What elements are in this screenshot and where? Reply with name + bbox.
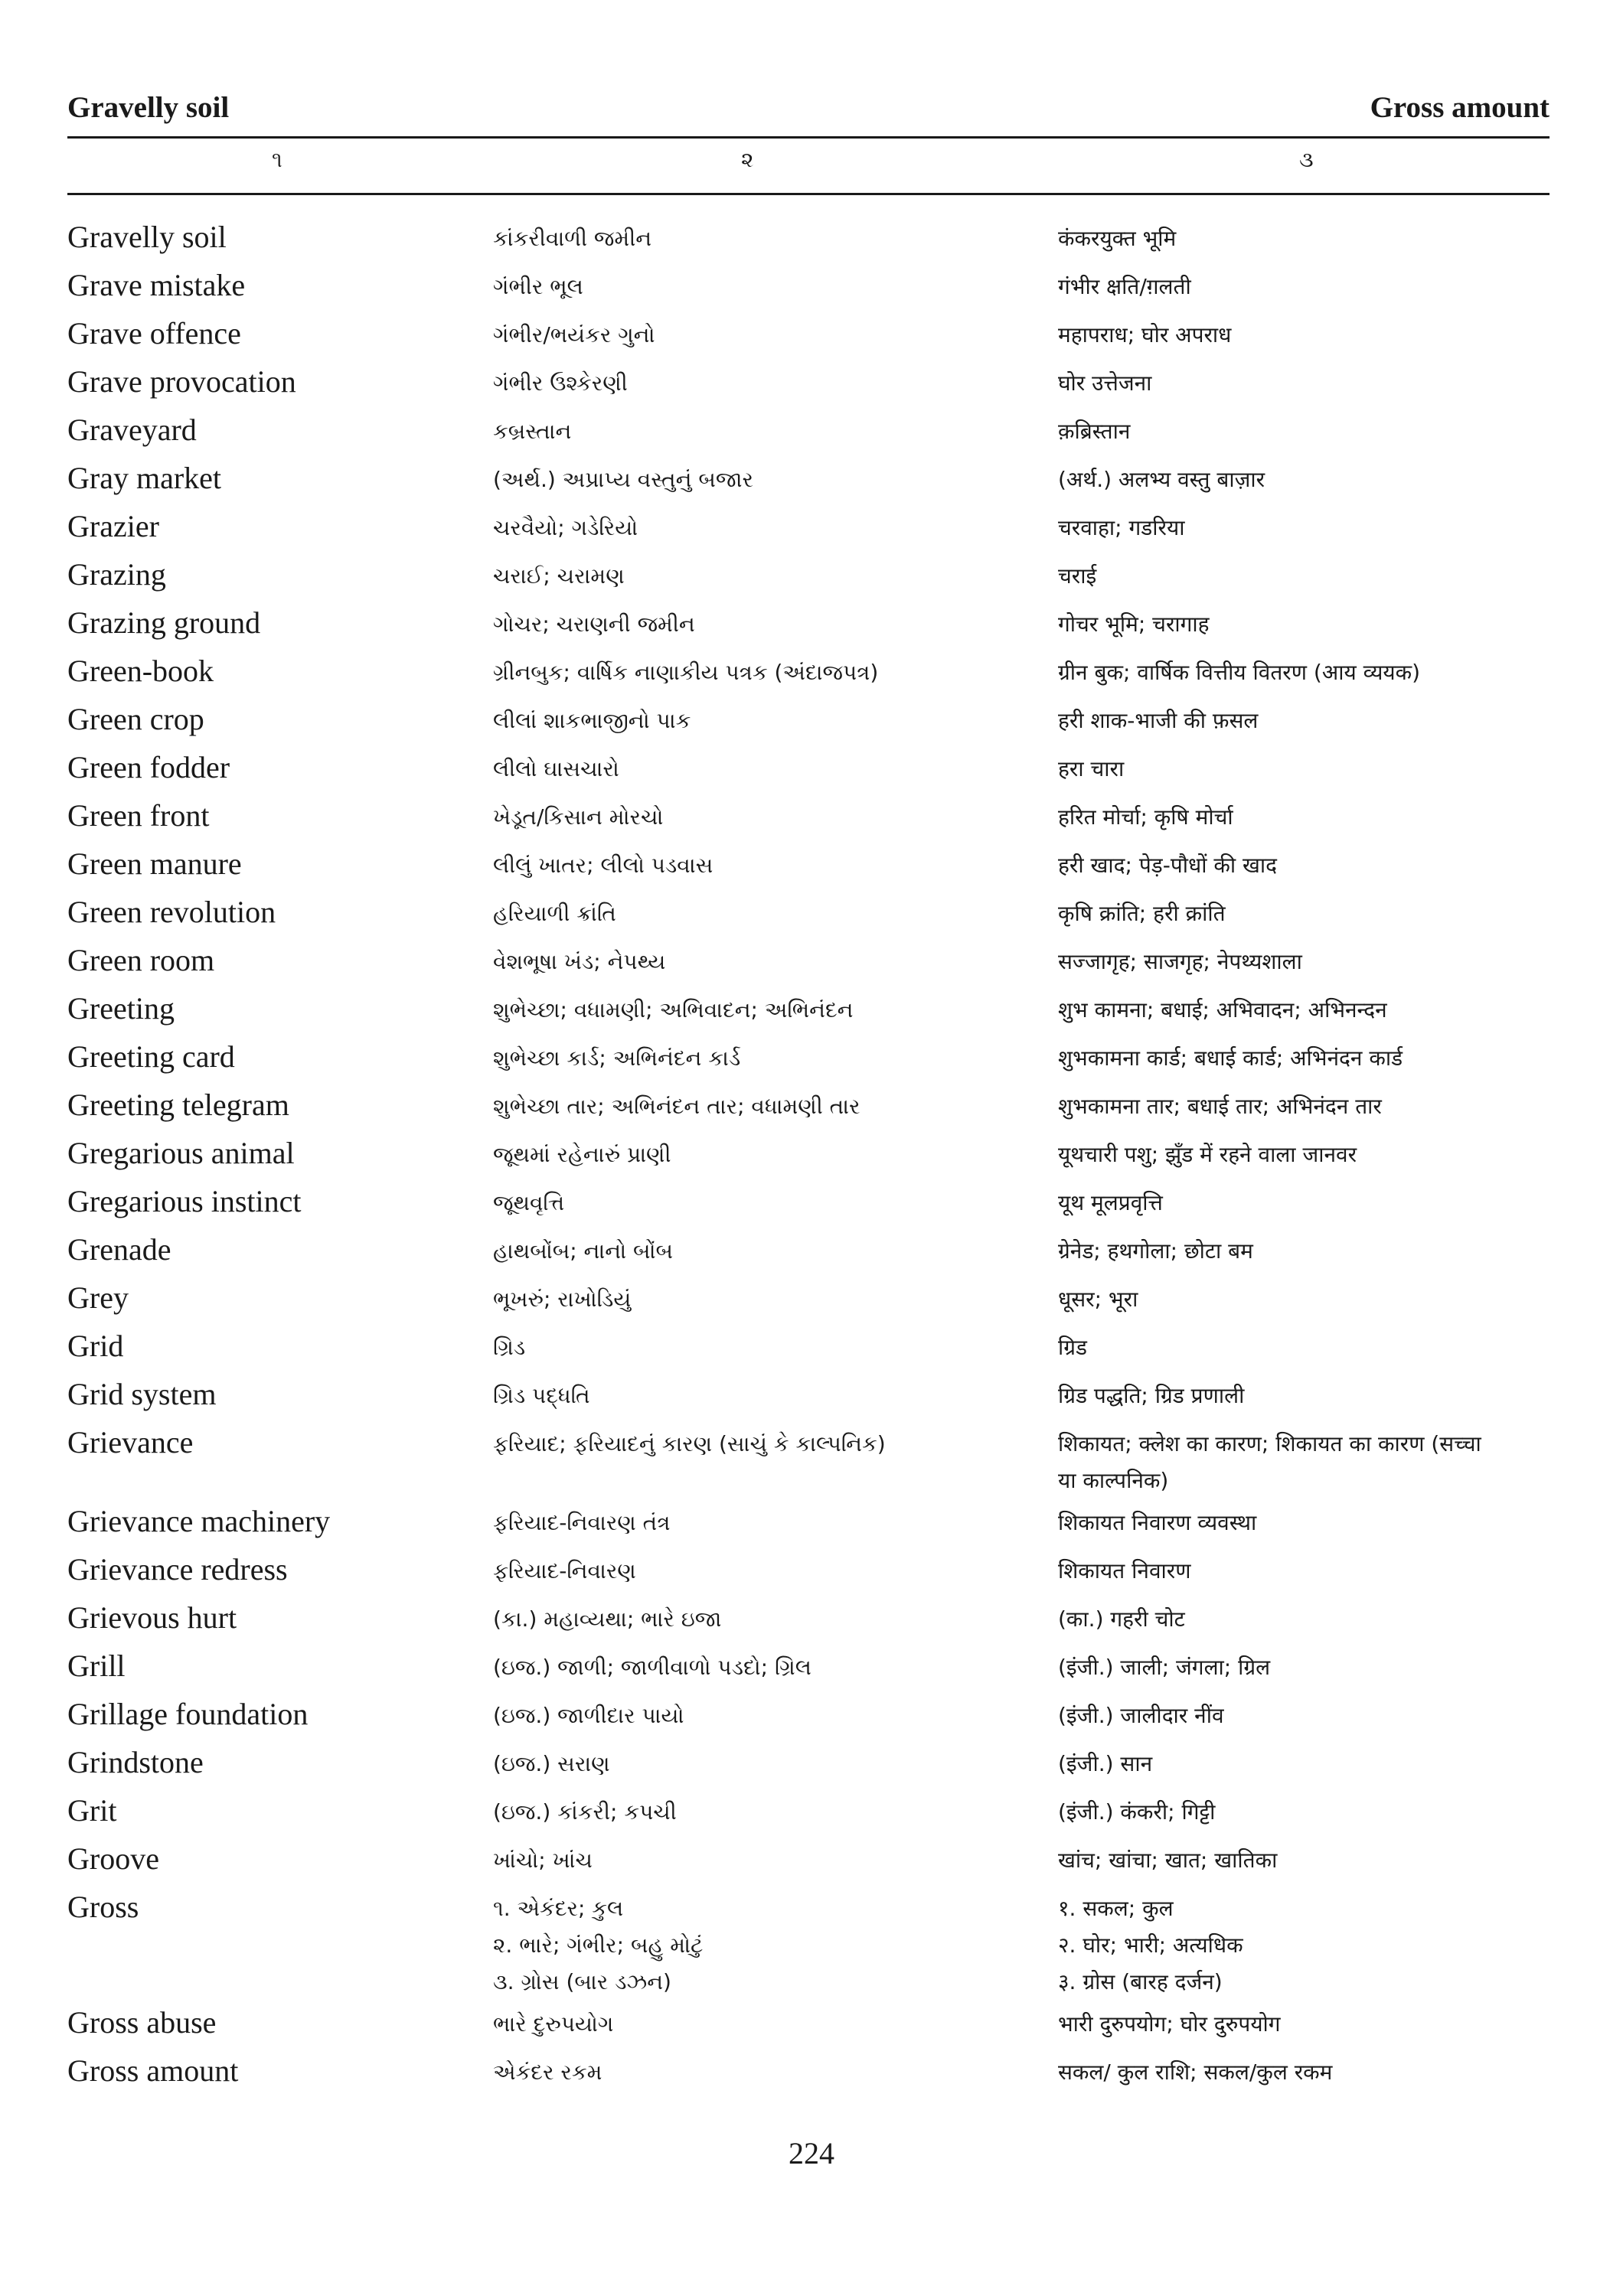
english-term: Grey	[67, 1280, 129, 1315]
glossary-entry	[67, 1889, 1550, 2004]
running-head-last-term: Gross amount	[1370, 91, 1550, 124]
english-term: Greeting	[67, 991, 175, 1026]
glossary-entry	[67, 1183, 1550, 1231]
hindi-equivalent: (इंजी.) जाली; जंगला; ग्रिल	[1058, 1655, 1271, 1680]
gujarati-equivalent: ૧. એકંદર; કુલ ૨. ભારે; ગંભીર; બહુ મોટું ૩. ગ્રોસ (બાર ડઝન)	[493, 1896, 704, 1994]
hindi-equivalent: ग्रिड	[1058, 1335, 1088, 1360]
gujarati-equivalent: ફરિયાદ-નિવારણ તંત્ર	[493, 1510, 671, 1535]
gujarati-equivalent: હરિયાળી ક્રાંતિ	[493, 901, 616, 926]
gujarati-equivalent: ગંભીર ભૂલ	[493, 274, 583, 299]
gujarati-equivalent: ગ્રિડ	[493, 1335, 526, 1360]
english-term: Grill	[67, 1649, 126, 1683]
gujarati-equivalent: કાંકરીવાળી જમીન	[493, 226, 652, 251]
english-term: Graveyard	[67, 413, 197, 447]
english-term: Green front	[67, 798, 210, 833]
glossary-entry	[67, 1424, 1550, 1503]
hindi-equivalent: गंभीर क्षति/ग़लती	[1058, 274, 1191, 299]
english-term: Grievance redress	[67, 1552, 288, 1587]
column-number-row	[67, 147, 1550, 185]
english-term: Gross	[67, 1890, 139, 1924]
gujarati-equivalent: (ઇજ.) જાળીદાર પાયો	[493, 1703, 684, 1728]
glossary-entry	[67, 653, 1550, 701]
gujarati-equivalent: એકંદર રકમ	[493, 2060, 603, 2085]
gujarati-equivalent: કબ્રસ્તાન	[493, 419, 572, 444]
hindi-equivalent: घोर उत्तेजना	[1058, 370, 1152, 396]
english-term: Gross abuse	[67, 2005, 217, 2040]
gujarati-equivalent: ગંભીર/ભયંકર ગુનો	[493, 322, 655, 347]
hindi-equivalent: यूथचारी पशु; झुँड में रहने वाला जानवर	[1058, 1142, 1357, 1167]
english-term: Gray market	[67, 461, 222, 495]
english-term: Grid	[67, 1329, 124, 1363]
gujarati-equivalent: ગંભીર ઉશ્કેરણી	[493, 370, 628, 396]
hindi-equivalent: शिकायत निवारण व्यवस्था	[1058, 1510, 1257, 1535]
english-term: Grazing ground	[67, 605, 261, 640]
english-term: Green manure	[67, 846, 242, 881]
gujarati-equivalent: વેશભૂષા ખંડ; નેપથ્ય	[493, 949, 666, 974]
hindi-equivalent: खांच; खांचा; खात; खातिका	[1058, 1848, 1278, 1873]
english-term: Grazing	[67, 557, 166, 592]
glossary-entry	[67, 219, 1550, 267]
hindi-equivalent: कृषि क्रांति; हरी क्रांति	[1058, 901, 1226, 926]
glossary-entry	[67, 267, 1550, 315]
hindi-equivalent: चराई	[1058, 563, 1097, 589]
glossary-entry	[67, 412, 1550, 460]
english-term: Grit	[67, 1793, 117, 1828]
hindi-equivalent: (का.) गहरी चोट	[1058, 1606, 1185, 1632]
hindi-equivalent: हरित मोर्चा; कृषि मोर्चा	[1058, 804, 1233, 830]
gujarati-equivalent: લીલો ઘાસચારો	[493, 756, 619, 781]
running-head-first-term: Gravelly soil	[67, 91, 230, 124]
glossary-entry	[67, 1135, 1550, 1183]
hindi-equivalent: शुभकामना कार्ड; बधाई कार्ड; अभिनंदन कार्ड	[1058, 1045, 1403, 1071]
gujarati-equivalent: શુભેચ્છા તાર; અભિનંદન તાર; વધામણી તાર	[493, 1094, 860, 1119]
glossary-entry-list	[67, 219, 1550, 2101]
gujarati-equivalent: ચરવૈયો; ગડેરિયો	[493, 515, 638, 540]
glossary-entry	[67, 1600, 1550, 1648]
glossary-entry	[67, 2053, 1550, 2101]
header-rule-top	[67, 136, 1550, 139]
gujarati-equivalent: શુભેચ્છા કાર્ડ; અભિનંદન કાર્ડ	[493, 1045, 741, 1071]
hindi-equivalent: शुभकामना तार; बधाई तार; अभिनंदन तार	[1058, 1094, 1382, 1119]
glossary-entry	[67, 990, 1550, 1039]
glossary-entry	[67, 508, 1550, 556]
glossary-entry	[67, 1039, 1550, 1087]
english-term: Grindstone	[67, 1745, 204, 1779]
gujarati-equivalent: શુભેચ્છા; વધામણી; અભિવાદન; અભિનંદન	[493, 997, 854, 1022]
hindi-equivalent: ग्रीन बुक; वार्षिक वित्तीय वितरण (आय व्ययक)	[1058, 660, 1421, 685]
glossary-entry	[67, 1648, 1550, 1696]
english-term: Grave offence	[67, 316, 241, 351]
glossary-entry	[67, 894, 1550, 942]
gujarati-equivalent: ફરિયાદ-નિવારણ	[493, 1558, 636, 1583]
hindi-equivalent: हरा चारा	[1058, 756, 1125, 781]
gujarati-equivalent: ચરાઈ; ચરામણ	[493, 563, 625, 589]
glossary-entry	[67, 1231, 1550, 1280]
gujarati-equivalent: (ઇજ.) કાંકરી; કપચી	[493, 1799, 677, 1825]
english-term: Grievous hurt	[67, 1600, 237, 1635]
glossary-entry	[67, 1744, 1550, 1792]
running-head	[67, 90, 1550, 136]
hindi-equivalent: यूथ मूलप्रवृत्ति	[1058, 1190, 1163, 1215]
english-term: Gregarious animal	[67, 1136, 295, 1170]
column-number-3: ૩	[1299, 147, 1314, 172]
glossary-entry	[67, 749, 1550, 797]
hindi-equivalent: हरी खाद; पेड़-पौधों की खाद	[1058, 853, 1278, 878]
gujarati-equivalent: (અર્થ.) અપ્રાપ્ય વસ્તુનું બજાર	[493, 467, 753, 492]
glossary-entry	[67, 701, 1550, 749]
english-term: Green room	[67, 943, 215, 977]
glossary-entry	[67, 605, 1550, 653]
gujarati-equivalent: જૂથવૃત્તિ	[493, 1190, 565, 1215]
english-term: Green crop	[67, 702, 204, 736]
english-term: Greeting card	[67, 1039, 235, 1074]
hindi-equivalent: क़ब्रिस्तान	[1058, 419, 1131, 444]
english-term: Grazier	[67, 509, 159, 543]
hindi-equivalent: ग्रिड पद्धति; ग्रिड प्रणाली	[1058, 1383, 1245, 1408]
english-term: Grid system	[67, 1377, 217, 1411]
english-term: Grillage foundation	[67, 1697, 309, 1731]
gujarati-equivalent: ખાંચો; ખાંચ	[493, 1848, 593, 1873]
glossary-entry	[67, 556, 1550, 605]
glossary-entry	[67, 1841, 1550, 1889]
gujarati-equivalent: હાથબોંબ; નાનો બોંબ	[493, 1238, 673, 1264]
hindi-equivalent: धूसर; भूरा	[1058, 1287, 1138, 1312]
english-term: Grave mistake	[67, 268, 246, 302]
hindi-equivalent: १. सकल; कुल २. घोर; भारी; अत्यधिक ३. ग्रोस (बारह दर्जन)	[1058, 1896, 1243, 1994]
gujarati-equivalent: જૂથમાં રહેનારું પ્રાણી	[493, 1142, 671, 1167]
english-term: Grave provocation	[67, 364, 296, 399]
english-term: Grievance machinery	[67, 1504, 331, 1538]
hindi-equivalent: चरवाहा; गडरिया	[1058, 515, 1185, 540]
column-number-1: ૧	[272, 147, 282, 172]
gujarati-equivalent: લીલું ખાતર; લીલો પડવાસ	[493, 853, 714, 878]
hindi-equivalent: (इंजी.) कंकरी; गिट्टी	[1058, 1799, 1216, 1825]
english-term: Gravelly soil	[67, 220, 227, 254]
gujarati-equivalent: ભારે દુરુપયોગ	[493, 2011, 614, 2037]
gujarati-equivalent: (ઇજ.) જાળી; જાળીવાળો પડદો; ગ્રિલ	[493, 1655, 812, 1680]
hindi-equivalent: हरी शाक-भाजी की फ़सल	[1058, 708, 1259, 733]
glossary-entry	[67, 1376, 1550, 1424]
glossary-entry	[67, 315, 1550, 364]
gujarati-equivalent: ગ્રિડ પદ્ધતિ	[493, 1383, 590, 1408]
glossary-entry	[67, 364, 1550, 412]
glossary-entry	[67, 1280, 1550, 1328]
hindi-equivalent: (इंजी.) सान	[1058, 1751, 1153, 1776]
gujarati-equivalent: ગ્રીનબુક; વાર્ષિક નાણાકીય પત્રક (અંદાજપત્ર)	[493, 660, 879, 685]
glossary-entry	[67, 846, 1550, 894]
english-term: Green-book	[67, 654, 214, 688]
glossary-entry	[67, 1696, 1550, 1744]
hindi-equivalent: (इंजी.) जालीदार नींव	[1058, 1703, 1224, 1728]
gujarati-equivalent: ખેડૂત/કિસાન મોરચો	[493, 804, 664, 830]
glossary-entry	[67, 1087, 1550, 1135]
hindi-equivalent: शिकायत; क्लेश का कारण; शिकायत का कारण (सच्चा या काल्पनिक)	[1058, 1431, 1481, 1493]
hindi-equivalent: कंकरयुक्त भूमि	[1058, 226, 1177, 251]
hindi-equivalent: सज्जागृह; साजगृह; नेपथ्यशाला	[1058, 949, 1302, 974]
hindi-equivalent: भारी दुरुपयोग; घोर दुरुपयोग	[1058, 2011, 1281, 2037]
english-term: Gross amount	[67, 2053, 239, 2088]
english-term: Green revolution	[67, 895, 276, 929]
english-term: Greeting telegram	[67, 1088, 289, 1122]
hindi-equivalent: गोचर भूमि; चरागाह	[1058, 612, 1210, 637]
gujarati-equivalent: લીલાં શાકભાજીનો પાક	[493, 708, 691, 733]
glossary-entry	[67, 1792, 1550, 1841]
glossary-entry	[67, 797, 1550, 846]
english-term: Grievance	[67, 1425, 194, 1459]
gujarati-equivalent: ગોચર; ચરાણની જમીન	[493, 612, 695, 637]
glossary-entry	[67, 1503, 1550, 1551]
header-rule-bottom	[67, 193, 1550, 195]
glossary-entry	[67, 1328, 1550, 1376]
gujarati-equivalent: ભૂખરું; રાખોડિયું	[493, 1287, 632, 1312]
hindi-equivalent: ग्रेनेड; हथगोला; छोटा बम	[1058, 1238, 1253, 1264]
hindi-equivalent: (अर्थ.) अलभ्य वस्तु बाज़ार	[1058, 467, 1265, 492]
column-number-2: ૨	[741, 147, 754, 172]
gujarati-equivalent: (કા.) મહાવ્યથા; ભારે ઇજા	[493, 1606, 722, 1632]
hindi-equivalent: महापराध; घोर अपराध	[1058, 322, 1232, 347]
hindi-equivalent: शिकायत निवारण	[1058, 1558, 1191, 1583]
glossary-entry	[67, 2004, 1550, 2053]
english-term: Green fodder	[67, 750, 230, 784]
english-term: Gregarious instinct	[67, 1184, 302, 1218]
english-term: Groove	[67, 1841, 159, 1876]
hindi-equivalent: सकल/ कुल राशि; सकल/कुल रकम	[1058, 2060, 1333, 2085]
gujarati-equivalent: ફરિયાદ; ફરિયાદનું કારણ (સાચું કે કાલ્પનિક)	[493, 1431, 886, 1456]
gujarati-equivalent: (ઇજ.) સરાણ	[493, 1751, 610, 1776]
page-number: 224	[789, 2136, 834, 2170]
glossary-entry	[67, 1551, 1550, 1600]
glossary-entry	[67, 942, 1550, 990]
english-term: Grenade	[67, 1232, 171, 1267]
glossary-entry	[67, 460, 1550, 508]
hindi-equivalent: शुभ कामना; बधाई; अभिवादन; अभिनन्दन	[1058, 997, 1387, 1022]
